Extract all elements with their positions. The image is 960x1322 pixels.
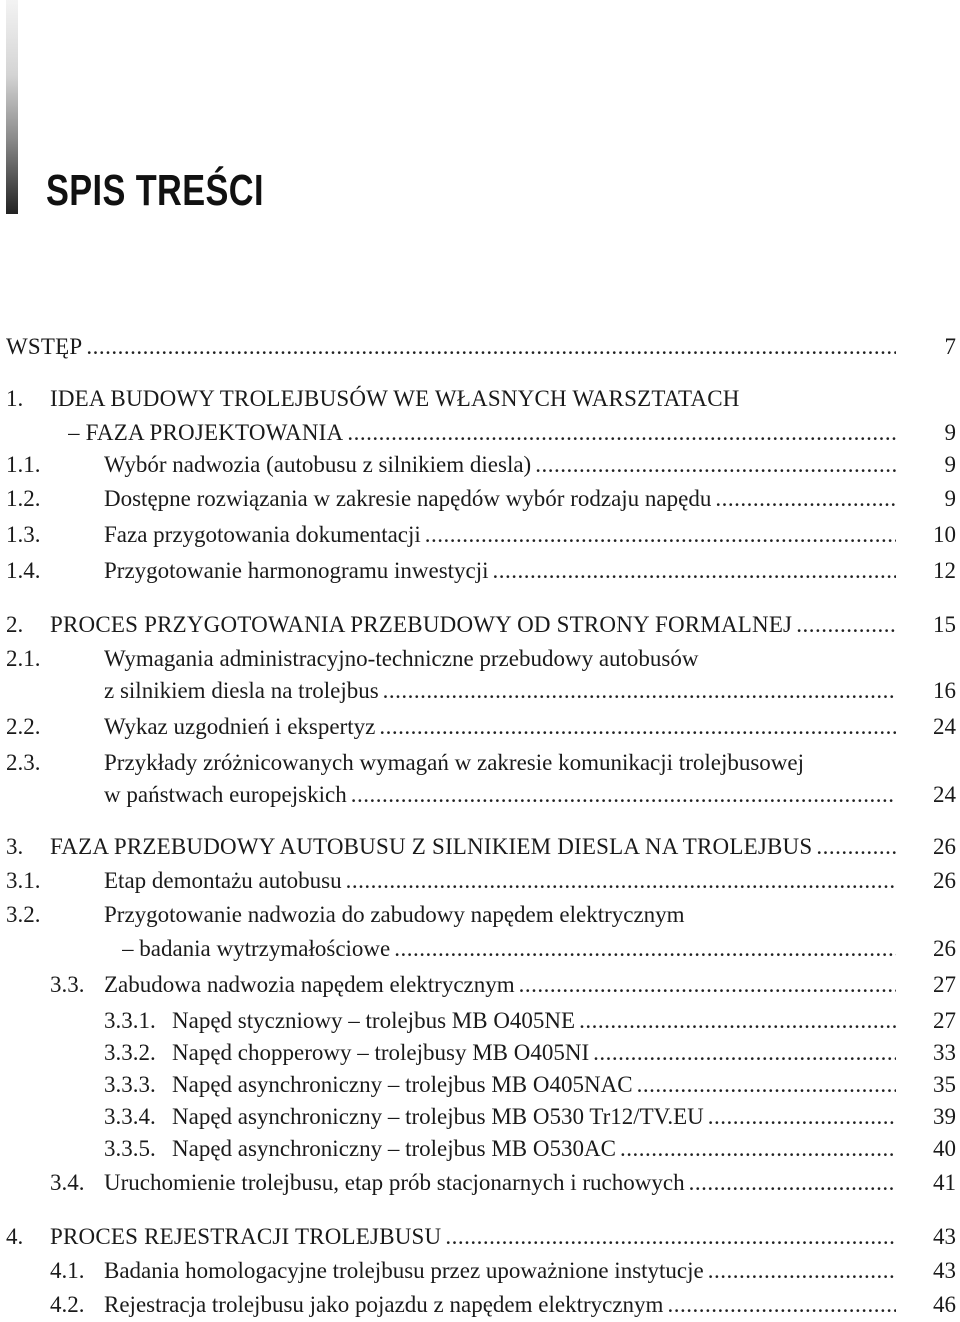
toc-entry-chapter-3[interactable]	[6, 830, 956, 864]
dot-leader	[445, 1220, 896, 1254]
toc-entry-label: Napęd asynchroniczny – trolejbus MB O530AC	[172, 1136, 616, 1161]
toc-entry-1-1[interactable]	[6, 448, 956, 482]
toc-page-number: 15	[933, 612, 956, 637]
toc-entry-chapter-1-continued[interactable]	[6, 416, 956, 450]
decorative-side-bar	[6, 0, 18, 214]
toc-entry-label: Wykaz uzgodnień i ekspertyz	[104, 714, 376, 739]
toc-page-number: 26	[933, 834, 956, 859]
dot-leader	[796, 608, 896, 642]
toc-entry-1-2[interactable]	[6, 482, 956, 516]
toc-entry-label: Napęd asynchroniczny – trolejbus MB O405NAC	[172, 1072, 633, 1097]
toc-page-number: 39	[933, 1104, 956, 1129]
dot-leader	[493, 554, 896, 588]
toc-entry-chapter-4[interactable]	[6, 1220, 956, 1254]
toc-entry-label: z silnikiem diesla na trolejbus	[104, 678, 379, 703]
dot-leader	[708, 1254, 896, 1288]
toc-entry-2-3[interactable]	[6, 746, 956, 780]
toc-entry-number: 3.	[6, 834, 24, 859]
toc-entry-label: Faza przygotowania dokumentacji	[104, 522, 421, 547]
toc-entry-3-3-4[interactable]	[6, 1100, 956, 1134]
toc-entry-label: PROCES PRZYGOTOWANIA PRZEBUDOWY OD STRONY FORMALNEJ	[50, 612, 793, 637]
dot-leader	[519, 968, 896, 1002]
toc-entry-number: 3.3.	[50, 972, 85, 997]
toc-entry-3-2[interactable]	[6, 898, 956, 932]
toc-page-number: 33	[933, 1040, 956, 1065]
toc-page-number: 27	[933, 972, 956, 997]
toc-entry-number: 1.4.	[6, 558, 41, 583]
toc-entry-number: 2.1.	[6, 646, 41, 671]
toc-page-number: 43	[933, 1258, 956, 1283]
toc-entry-label: Badania homologacyjne trolejbusu przez upoważnione instytucje	[104, 1258, 704, 1283]
toc-entry-label: IDEA BUDOWY TROLEJBUSÓW WE WŁASNYCH WARSZTATACH	[50, 386, 740, 411]
dot-leader	[689, 1166, 896, 1200]
toc-entry-label: Przygotowanie nadwozia do zabudowy napędem elektrycznym	[104, 902, 685, 927]
toc-entry-4-1[interactable]	[6, 1254, 956, 1288]
toc-entry-number: 1.	[6, 386, 24, 411]
toc-entry-3-3-5[interactable]	[6, 1132, 956, 1166]
toc-entry-2-3-continued[interactable]	[6, 778, 956, 812]
toc-entry-chapter-1[interactable]	[6, 382, 956, 416]
toc-page-number: 24	[933, 714, 956, 739]
toc-page-number: 9	[944, 452, 956, 477]
dot-leader	[620, 1132, 896, 1166]
dot-leader	[708, 1100, 896, 1134]
toc-entry-label: Uruchomienie trolejbusu, etap prób stacjonarnych i ruchowych	[104, 1170, 685, 1195]
toc-page-number: 41	[933, 1170, 956, 1195]
toc-entry-label: Przykłady zróżnicowanych wymagań w zakresie komunikacji trolejbusowej	[104, 750, 804, 775]
toc-page-number: 24	[933, 782, 956, 807]
dot-leader	[593, 1036, 896, 1070]
toc-page-number: 12	[933, 558, 956, 583]
toc-entry-label: Wybór nadwozia (autobusu z silnikiem diesla)	[104, 452, 532, 477]
toc-page-number: 27	[933, 1008, 956, 1033]
toc-entry-label: FAZA PRZEBUDOWY AUTOBUSU Z SILNIKIEM DIESLA NA TROLEJBUS	[50, 834, 813, 859]
toc-entry-number: 1.3.	[6, 522, 41, 547]
page-title: SPIS TREŚCI	[46, 166, 264, 215]
toc-page-number: 7	[944, 334, 956, 359]
dot-leader	[816, 830, 896, 864]
toc-page-number: 16	[933, 678, 956, 703]
toc-entry-number: 2.3.	[6, 750, 41, 775]
dot-leader	[383, 674, 896, 708]
toc-entry-number: 3.2.	[6, 902, 41, 927]
toc-entry-2-1-continued[interactable]	[6, 674, 956, 708]
toc-entry-3-3[interactable]	[6, 968, 956, 1002]
toc-entry-label: Wymagania administracyjno-techniczne przebudowy autobusów	[104, 646, 699, 671]
toc-entry-number: 1.1.	[6, 452, 41, 477]
toc-entry-label: Rejestracja trolejbusu jako pojazdu z napędem elektrycznym	[104, 1292, 664, 1317]
toc-entry-label: w państwach europejskich	[104, 782, 347, 807]
toc-entry-1-3[interactable]	[6, 518, 956, 552]
toc-entry-number: 3.3.4.	[104, 1104, 156, 1129]
toc-entry-number: 3.3.1.	[104, 1008, 156, 1033]
toc-page-number: 26	[933, 868, 956, 893]
toc-entry-number: 3.1.	[6, 868, 41, 893]
toc-page-number: 40	[933, 1136, 956, 1161]
dot-leader	[637, 1068, 896, 1102]
toc-entry-number: 3.3.2.	[104, 1040, 156, 1065]
dot-leader	[351, 778, 896, 812]
toc-entry-3-3-3[interactable]	[6, 1068, 956, 1102]
toc-entry-label: – badania wytrzymałościowe	[122, 936, 391, 961]
dot-leader	[347, 416, 896, 450]
dot-leader	[86, 330, 896, 364]
toc-entry-label: Etap demontażu autobusu	[104, 868, 342, 893]
toc-entry-number: 3.3.5.	[104, 1136, 156, 1161]
toc-entry-label: Napęd styczniowy – trolejbus MB O405NE	[172, 1008, 576, 1033]
dot-leader	[379, 710, 896, 744]
toc-entry-number: 2.	[6, 612, 24, 637]
toc-entry-4-2[interactable]	[6, 1288, 956, 1322]
toc-entry-label: – FAZA PROJEKTOWANIA	[68, 420, 344, 445]
toc-entry-number: 2.2.	[6, 714, 41, 739]
toc-entry-3-3-2[interactable]	[6, 1036, 956, 1070]
toc-entry-chapter-2[interactable]	[6, 608, 956, 642]
dot-leader	[346, 864, 896, 898]
toc-entry-number: 1.2.	[6, 486, 41, 511]
toc-entry-number: 3.4.	[50, 1170, 85, 1195]
toc-entry-label: PROCES REJESTRACJI TROLEJBUSU	[50, 1224, 442, 1249]
toc-page-number: 10	[933, 522, 956, 547]
dot-leader	[535, 448, 896, 482]
toc-entry-wstep[interactable]	[6, 330, 956, 364]
toc-entry-label: Napęd asynchroniczny – trolejbus MB O530 Tr12/TV.EU	[172, 1104, 704, 1129]
toc-entry-label: WSTĘP	[6, 334, 83, 359]
toc-entry-label: Dostępne rozwiązania w zakresie napędów wybór rodzaju napędu	[104, 486, 712, 511]
toc-entry-label: Przygotowanie harmonogramu inwestycji	[104, 558, 489, 583]
toc-entry-3-1[interactable]	[6, 864, 956, 898]
toc-entry-number: 3.3.3.	[104, 1072, 156, 1097]
dot-leader	[394, 932, 896, 966]
toc-entry-2-1[interactable]	[6, 642, 956, 676]
toc-entry-number: 4.	[6, 1224, 24, 1249]
toc-page-number: 9	[944, 420, 956, 445]
dot-leader	[579, 1004, 896, 1038]
toc-entry-2-2[interactable]	[6, 710, 956, 744]
toc-page-number: 26	[933, 936, 956, 961]
toc-entry-label: Zabudowa nadwozia napędem elektrycznym	[104, 972, 515, 997]
dot-leader	[667, 1288, 896, 1322]
toc-entry-3-3-1[interactable]	[6, 1004, 956, 1038]
toc-page-number: 46	[933, 1292, 956, 1317]
toc-entry-number: 4.2.	[50, 1292, 85, 1317]
toc-page-number: 43	[933, 1224, 956, 1249]
dot-leader	[425, 518, 896, 552]
toc-page-number: 35	[933, 1072, 956, 1097]
toc-entry-1-4[interactable]	[6, 554, 956, 588]
toc-entry-number: 4.1.	[50, 1258, 85, 1283]
toc-entry-label: Napęd chopperowy – trolejbusy MB O405NI	[172, 1040, 590, 1065]
dot-leader	[715, 482, 896, 516]
toc-entry-3-4[interactable]	[6, 1166, 956, 1200]
toc-entry-3-2-continued[interactable]	[6, 932, 956, 966]
toc-page-number: 9	[944, 486, 956, 511]
